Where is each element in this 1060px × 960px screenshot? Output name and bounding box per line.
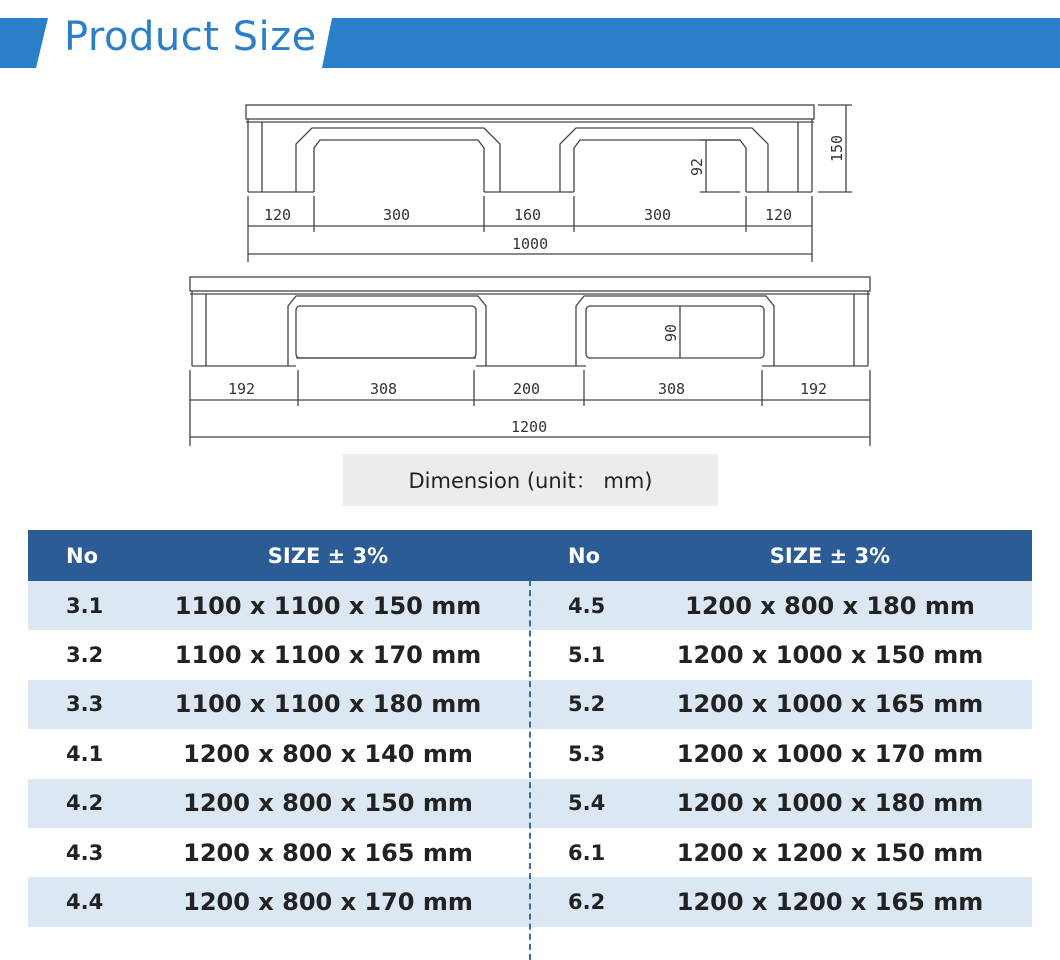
header-size-right: SIZE ± 3% xyxy=(769,543,891,568)
top-dim-1: 120 xyxy=(264,206,292,224)
top-dim-4: 300 xyxy=(644,206,672,224)
row-size: 1200 x 1000 x 170 mm xyxy=(676,739,984,768)
row-size: 1200 x 800 x 180 mm xyxy=(685,591,975,620)
top-total: 1000 xyxy=(512,235,549,253)
top-dim-3: 160 xyxy=(514,206,542,224)
row-size: 1200 x 800 x 165 mm xyxy=(183,838,473,867)
row-no: 3.2 xyxy=(66,643,104,668)
header-no-left: No xyxy=(66,543,99,568)
row-no: 4.3 xyxy=(66,840,104,865)
top-dim-5: 120 xyxy=(765,206,793,224)
row-size: 1200 x 1000 x 150 mm xyxy=(676,641,984,670)
table-header xyxy=(28,530,1032,581)
row-no: 5.3 xyxy=(568,741,606,766)
top-dim-2: 300 xyxy=(383,206,411,224)
row-size: 1200 x 800 x 170 mm xyxy=(183,888,473,917)
row-size: 1200 x 1000 x 180 mm xyxy=(676,789,984,818)
row-no: 5.1 xyxy=(568,643,606,668)
pallet-dimension-drawing xyxy=(0,0,1060,460)
side-dim-4: 308 xyxy=(658,380,686,398)
row-no: 4.1 xyxy=(66,741,104,766)
header-no-right: No xyxy=(568,543,601,568)
row-no: 3.3 xyxy=(66,692,104,717)
side-opening-height: 90 xyxy=(662,323,680,342)
page-title: Product Size xyxy=(64,14,317,60)
side-dim-2: 308 xyxy=(370,380,398,398)
row-size: 1200 x 800 x 140 mm xyxy=(183,739,473,768)
row-size: 1100 x 1100 x 150 mm xyxy=(174,591,482,620)
row-no: 6.2 xyxy=(568,890,606,915)
row-size: 1200 x 1200 x 150 mm xyxy=(676,838,984,867)
row-no: 4.2 xyxy=(66,791,104,816)
row-size: 1200 x 800 x 150 mm xyxy=(183,789,473,818)
dimension-caption: Dimension (unit： mm) xyxy=(343,454,718,506)
row-no: 4.5 xyxy=(568,593,606,618)
row-no: 6.1 xyxy=(568,840,606,865)
top-height: 150 xyxy=(828,134,846,162)
row-no: 3.1 xyxy=(66,593,104,618)
side-dim-3: 200 xyxy=(513,380,541,398)
top-view xyxy=(246,105,852,262)
row-size: 1200 x 1000 x 165 mm xyxy=(676,690,984,719)
row-no: 5.2 xyxy=(568,692,606,717)
column-divider xyxy=(529,580,531,960)
row-size: 1100 x 1100 x 180 mm xyxy=(174,690,482,719)
row-no: 5.4 xyxy=(568,791,606,816)
row-size: 1100 x 1100 x 170 mm xyxy=(174,641,482,670)
side-dim-1: 192 xyxy=(228,380,256,398)
row-no: 4.4 xyxy=(66,890,104,915)
side-total: 1200 xyxy=(511,418,548,436)
header-size-left: SIZE ± 3% xyxy=(267,543,389,568)
side-dim-5: 192 xyxy=(800,380,828,398)
top-opening-height: 92 xyxy=(688,157,706,176)
size-table xyxy=(28,530,1032,927)
row-size: 1200 x 1200 x 165 mm xyxy=(676,888,984,917)
